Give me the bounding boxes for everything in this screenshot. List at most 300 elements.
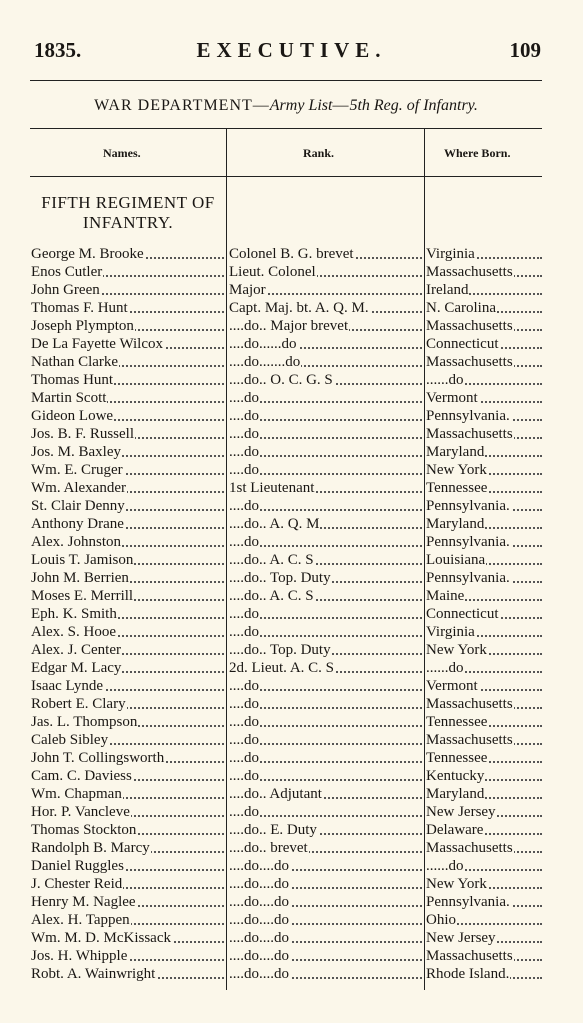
officer-name: Joseph Plympton <box>31 318 134 334</box>
officer-rank-cell <box>229 875 422 893</box>
officer-birthplace-cell <box>426 659 542 677</box>
table-row <box>0 245 583 263</box>
officer-name-cell <box>31 245 224 263</box>
table-row <box>0 515 583 533</box>
officer-rank: ....do <box>229 750 259 766</box>
officer-birthplace-cell <box>426 569 542 587</box>
officer-birthplace-cell <box>426 947 542 965</box>
officer-birthplace: Virginia <box>426 246 475 262</box>
officer-name-cell <box>31 893 224 911</box>
officer-birthplace: Massachusetts <box>426 732 513 748</box>
officer-birthplace: Pennsylvania. <box>426 408 510 424</box>
table-row <box>0 299 583 317</box>
officer-rank-cell <box>229 911 422 929</box>
table-row <box>0 875 583 893</box>
roster-table <box>0 245 583 983</box>
officer-name: Wm. Alexander <box>31 480 126 496</box>
officer-name: Alex. H. Tappen <box>31 912 130 928</box>
officer-rank-cell <box>229 497 422 515</box>
officer-birthplace-cell <box>426 299 542 317</box>
officer-rank: ....do.. Adjutant <box>229 786 322 802</box>
table-row <box>0 353 583 371</box>
officer-name: John Green <box>31 282 100 298</box>
officer-birthplace-cell <box>426 821 542 839</box>
officer-name-cell <box>31 929 224 947</box>
officer-rank-cell <box>229 965 422 983</box>
header-year: 1835. <box>34 38 82 62</box>
page-number: 109 <box>509 38 541 62</box>
officer-rank-cell <box>229 695 422 713</box>
officer-birthplace: Kentucky <box>426 768 485 784</box>
officer-birthplace: Maine <box>426 588 465 604</box>
table-row <box>0 929 583 947</box>
officer-birthplace-cell <box>426 623 542 641</box>
table-row <box>0 965 583 983</box>
officer-birthplace: Ohio <box>426 912 456 928</box>
officer-birthplace-cell <box>426 641 542 659</box>
officer-birthplace-cell <box>426 767 542 785</box>
officer-rank: ....do <box>229 444 259 460</box>
officer-birthplace: Maryland <box>426 444 485 460</box>
officer-birthplace: Massachusetts <box>426 426 513 442</box>
officer-birthplace-cell <box>426 407 542 425</box>
department-dash: — <box>332 97 350 114</box>
officer-name-cell <box>31 695 224 713</box>
officer-birthplace-cell <box>426 893 542 911</box>
table-row <box>0 551 583 569</box>
officer-name-cell <box>31 461 224 479</box>
officer-rank: ....do.. brevet <box>229 840 308 856</box>
officer-rank: ....do.......do <box>229 354 301 370</box>
officer-rank-cell <box>229 569 422 587</box>
officer-name-cell <box>31 947 224 965</box>
officer-rank: ....do....do <box>229 858 289 874</box>
officer-rank: ....do....do <box>229 948 289 964</box>
officer-birthplace-cell <box>426 911 542 929</box>
officer-birthplace: Tennessee <box>426 480 488 496</box>
officer-name-cell <box>31 911 224 929</box>
officer-name: Isaac Lynde <box>31 678 104 694</box>
table-row <box>0 623 583 641</box>
officer-name: Thomas Hunt <box>31 372 114 388</box>
officer-rank-cell <box>229 317 422 335</box>
officer-rank-cell <box>229 857 422 875</box>
table-row <box>0 335 583 353</box>
officer-rank-cell <box>229 443 422 461</box>
officer-name-cell <box>31 281 224 299</box>
officer-rank-cell <box>229 605 422 623</box>
officer-name-cell <box>31 677 224 695</box>
officer-name: Daniel Ruggles <box>31 858 124 874</box>
officer-name: Jos. M. Baxley <box>31 444 121 460</box>
table-row <box>0 371 583 389</box>
table-row <box>0 317 583 335</box>
officer-name-cell <box>31 479 224 497</box>
officer-name: Jas. L. Thompson <box>31 714 138 730</box>
officer-name: Moses E. Merrill <box>31 588 134 604</box>
officer-name: Enos Cutler <box>31 264 103 280</box>
table-row <box>0 677 583 695</box>
officer-birthplace-cell <box>426 281 542 299</box>
table-row <box>0 389 583 407</box>
officer-birthplace: Pennsylvania. <box>426 570 510 586</box>
officer-name-cell <box>31 407 224 425</box>
officer-rank-cell <box>229 425 422 443</box>
officer-rank-cell <box>229 335 422 353</box>
officer-rank-cell <box>229 407 422 425</box>
table-row <box>0 407 583 425</box>
officer-rank-cell <box>229 947 422 965</box>
officer-rank: ....do....do <box>229 876 289 892</box>
table-row <box>0 731 583 749</box>
table-row <box>0 533 583 551</box>
army-list-label: Army List <box>269 97 333 114</box>
table-row <box>0 749 583 767</box>
officer-name: Thomas F. Hunt <box>31 300 128 316</box>
officer-birthplace-cell <box>426 461 542 479</box>
officer-name: Caleb Sibley <box>31 732 109 748</box>
officer-name-cell <box>31 569 224 587</box>
officer-rank: ....do......do <box>229 336 297 352</box>
officer-rank: ....do <box>229 696 259 712</box>
officer-birthplace: Tennessee <box>426 714 488 730</box>
officer-birthplace-cell <box>426 497 542 515</box>
officer-birthplace: Pennsylvania. <box>426 894 510 910</box>
header-title: EXECUTIVE. <box>196 38 387 62</box>
officer-rank-cell <box>229 821 422 839</box>
officer-name: Jos. H. Whipple <box>31 948 128 964</box>
officer-birthplace: Ireland <box>426 282 469 298</box>
officer-birthplace-cell <box>426 353 542 371</box>
officer-birthplace-cell <box>426 371 542 389</box>
table-row <box>0 911 583 929</box>
officer-name: J. Chester Reid <box>31 876 123 892</box>
officer-birthplace-cell <box>426 443 542 461</box>
officer-birthplace-cell <box>426 389 542 407</box>
officer-name: Nathan Clarke <box>31 354 119 370</box>
officer-birthplace-cell <box>426 425 542 443</box>
officer-name-cell <box>31 551 224 569</box>
table-row <box>0 281 583 299</box>
table-row <box>0 785 583 803</box>
officer-name: John T. Collingsworth <box>31 750 165 766</box>
officer-rank-cell <box>229 515 422 533</box>
officer-birthplace: N. Carolina <box>426 300 496 316</box>
officer-name-cell <box>31 299 224 317</box>
officer-name: Martin Scott <box>31 390 107 406</box>
table-row <box>0 767 583 785</box>
officer-name: Henry M. Naglee <box>31 894 136 910</box>
regiment-label: 5th Reg. of Infantry. <box>349 97 478 114</box>
column-header-born: Where Born. <box>444 146 511 160</box>
table-row <box>0 947 583 965</box>
officer-rank: ....do.. Top. Duty <box>229 642 331 658</box>
table-row <box>0 839 583 857</box>
officer-rank: ....do <box>229 426 259 442</box>
officer-rank: ....do.. A. Q. M <box>229 516 320 532</box>
officer-birthplace-cell <box>426 803 542 821</box>
officer-birthplace: ......do <box>426 858 464 874</box>
officer-name-cell <box>31 731 224 749</box>
officer-birthplace-cell <box>426 749 542 767</box>
officer-rank: Major <box>229 282 266 298</box>
officer-birthplace: Pennsylvania. <box>426 498 510 514</box>
officer-name: Robert E. Clary <box>31 696 126 712</box>
officer-name-cell <box>31 659 224 677</box>
officer-name: Anthony Drane <box>31 516 124 532</box>
officer-birthplace: Massachusetts <box>426 354 513 370</box>
officer-rank-cell <box>229 713 422 731</box>
officer-name: John M. Berrien <box>31 570 129 586</box>
running-header <box>0 38 583 68</box>
table-row <box>0 263 583 281</box>
officer-birthplace: Rhode Island. <box>426 966 510 982</box>
officer-name-cell <box>31 587 224 605</box>
officer-rank-cell <box>229 587 422 605</box>
officer-rank-cell <box>229 929 422 947</box>
officer-birthplace: Connecticut <box>426 606 499 622</box>
officer-birthplace: Connecticut <box>426 336 499 352</box>
officer-name: Alex. S. Hooe <box>31 624 116 640</box>
officer-name-cell <box>31 785 224 803</box>
officer-rank-cell <box>229 893 422 911</box>
table-row <box>0 713 583 731</box>
officer-birthplace: Massachusetts <box>426 840 513 856</box>
table-row <box>0 893 583 911</box>
officer-rank-cell <box>229 263 422 281</box>
officer-birthplace: New Jersey <box>426 930 496 946</box>
officer-rank: ....do <box>229 678 259 694</box>
table-top-rule <box>30 128 542 129</box>
officer-birthplace-cell <box>426 731 542 749</box>
officer-rank: Colonel B. G. brevet <box>229 246 354 262</box>
column-header-rule <box>30 176 542 177</box>
table-row <box>0 443 583 461</box>
officer-rank: ....do....do <box>229 894 289 910</box>
officer-name-cell <box>31 821 224 839</box>
officer-birthplace-cell <box>426 965 542 983</box>
officer-birthplace-cell <box>426 785 542 803</box>
officer-rank: Capt. Maj. bt. A. Q. M. <box>229 300 369 316</box>
officer-rank-cell <box>229 839 422 857</box>
officer-name-cell <box>31 605 224 623</box>
officer-rank-cell <box>229 371 422 389</box>
officer-rank: ....do....do <box>229 930 289 946</box>
header-rule <box>30 80 542 81</box>
officer-rank-cell <box>229 245 422 263</box>
officer-name-cell <box>31 713 224 731</box>
officer-rank-cell <box>229 749 422 767</box>
officer-birthplace-cell <box>426 335 542 353</box>
officer-rank-cell <box>229 803 422 821</box>
officer-rank: ....do.. E. Duty <box>229 822 317 838</box>
officer-birthplace: ......do <box>426 372 464 388</box>
officer-rank-cell <box>229 731 422 749</box>
officer-birthplace: Massachusetts <box>426 264 513 280</box>
table-row <box>0 569 583 587</box>
table-row <box>0 479 583 497</box>
officer-birthplace-cell <box>426 245 542 263</box>
officer-name: De La Fayette Wilcox <box>31 336 163 352</box>
officer-rank-cell <box>229 389 422 407</box>
table-row <box>0 659 583 677</box>
regiment-title: FIFTH REGIMENT OF INFANTRY. <box>41 193 215 232</box>
table-row <box>0 695 583 713</box>
officer-name: Hor. P. Vancleve <box>31 804 130 820</box>
officer-rank-cell <box>229 533 422 551</box>
officer-birthplace-cell <box>426 533 542 551</box>
officer-name: Randolph B. Marcy <box>31 840 150 856</box>
officer-name-cell <box>31 263 224 281</box>
column-header-rank: Rank. <box>303 146 335 160</box>
officer-birthplace-cell <box>426 479 542 497</box>
officer-name: Thomas Stockton <box>31 822 137 838</box>
officer-rank: ....do....do <box>229 912 289 928</box>
officer-birthplace-cell <box>426 677 542 695</box>
officer-rank: ....do <box>229 606 259 622</box>
officer-birthplace: Vermont <box>426 678 478 694</box>
table-row <box>0 587 583 605</box>
officer-birthplace-cell <box>426 587 542 605</box>
officer-rank: 1st Lieutenant <box>229 480 315 496</box>
officer-birthplace: Virginia <box>426 624 475 640</box>
department-dash: — <box>252 97 270 114</box>
officer-rank-cell <box>229 623 422 641</box>
officer-name: Cam. C. Daviess <box>31 768 132 784</box>
officer-birthplace: Louisiana <box>426 552 486 568</box>
officer-rank: ....do <box>229 390 259 406</box>
officer-name: Wm. E. Cruger <box>31 462 123 478</box>
officer-rank: ....do <box>229 408 259 424</box>
officer-name-cell <box>31 839 224 857</box>
officer-name-cell <box>31 767 224 785</box>
officer-rank-cell <box>229 479 422 497</box>
officer-birthplace-cell <box>426 875 542 893</box>
officer-rank: ....do <box>229 768 259 784</box>
officer-rank: ....do <box>229 624 259 640</box>
officer-rank: ....do <box>229 534 259 550</box>
officer-rank-cell <box>229 461 422 479</box>
officer-name-cell <box>31 641 224 659</box>
officer-name-cell <box>31 857 224 875</box>
officer-birthplace-cell <box>426 317 542 335</box>
officer-name: Alex. Johnston <box>31 534 121 550</box>
officer-birthplace-cell <box>426 263 542 281</box>
officer-name: Gideon Lowe <box>31 408 114 424</box>
column-header-names: Names. <box>103 146 141 160</box>
officer-name-cell <box>31 533 224 551</box>
officer-name-cell <box>31 317 224 335</box>
officer-name-cell <box>31 425 224 443</box>
officer-name-cell <box>31 749 224 767</box>
table-row <box>0 803 583 821</box>
officer-name: Wm. M. D. McKissack <box>31 930 171 946</box>
officer-name-cell <box>31 875 224 893</box>
officer-name-cell <box>31 389 224 407</box>
officer-rank: ....do <box>229 462 259 478</box>
officer-rank: ....do <box>229 714 259 730</box>
officer-name: Alex. J. Center <box>31 642 121 658</box>
officer-birthplace-cell <box>426 857 542 875</box>
officer-name-cell <box>31 371 224 389</box>
officer-name-cell <box>31 497 224 515</box>
table-row <box>0 857 583 875</box>
officer-rank: ....do.. O. C. G. S <box>229 372 333 388</box>
officer-rank: Lieut. Colonel <box>229 264 316 280</box>
table-row <box>0 461 583 479</box>
officer-name-cell <box>31 443 224 461</box>
officer-name: Edgar M. Lacy <box>31 660 122 676</box>
officer-birthplace: Massachusetts <box>426 318 513 334</box>
officer-rank: ....do....do <box>229 966 289 982</box>
officer-rank: ....do <box>229 804 259 820</box>
department-heading <box>30 97 542 115</box>
table-row <box>0 641 583 659</box>
officer-birthplace-cell <box>426 929 542 947</box>
officer-birthplace-cell <box>426 551 542 569</box>
officer-name: Robt. A. Wainwright <box>31 966 156 982</box>
officer-birthplace-cell <box>426 839 542 857</box>
officer-birthplace: Pennsylvania. <box>426 534 510 550</box>
table-row <box>0 425 583 443</box>
officer-rank-cell <box>229 659 422 677</box>
officer-birthplace: Massachusetts <box>426 948 513 964</box>
table-row <box>0 497 583 515</box>
officer-rank-cell <box>229 551 422 569</box>
officer-rank-cell <box>229 677 422 695</box>
department-name: WAR DEPARTMENT <box>94 97 253 114</box>
officer-birthplace: Maryland <box>426 786 485 802</box>
officer-rank: 2d. Lieut. A. C. S <box>229 660 335 676</box>
officer-name: St. Clair Denny <box>31 498 125 514</box>
officer-birthplace: Delaware <box>426 822 484 838</box>
officer-name-cell <box>31 353 224 371</box>
officer-rank: ....do.. Top. Duty <box>229 570 331 586</box>
officer-name: Wm. Chapman <box>31 786 122 802</box>
officer-name-cell <box>31 335 224 353</box>
officer-birthplace: New York <box>426 642 487 658</box>
officer-rank: ....do.. A. C. S <box>229 552 314 568</box>
officer-rank-cell <box>229 767 422 785</box>
officer-rank-cell <box>229 641 422 659</box>
table-row <box>0 605 583 623</box>
officer-name: Louis T. Jamison <box>31 552 134 568</box>
officer-birthplace: New Jersey <box>426 804 496 820</box>
officer-birthplace-cell <box>426 605 542 623</box>
officer-name-cell <box>31 803 224 821</box>
officer-name: George M. Brooke <box>31 246 144 262</box>
officer-rank-cell <box>229 353 422 371</box>
officer-birthplace-cell <box>426 515 542 533</box>
officer-name: Eph. K. Smith <box>31 606 117 622</box>
officer-birthplace: Maryland <box>426 516 485 532</box>
officer-name-cell <box>31 623 224 641</box>
officer-rank: ....do <box>229 498 259 514</box>
officer-rank: ....do <box>229 732 259 748</box>
officer-birthplace: New York <box>426 876 487 892</box>
officer-rank-cell <box>229 299 422 317</box>
officer-birthplace: Vermont <box>426 390 478 406</box>
officer-birthplace: ......do <box>426 660 464 676</box>
officer-rank-cell <box>229 281 422 299</box>
table-row <box>0 821 583 839</box>
officer-rank-cell <box>229 785 422 803</box>
officer-name-cell <box>31 965 224 983</box>
officer-rank: ....do.. A. C. S <box>229 588 314 604</box>
officer-name: Jos. B. F. Russell <box>31 426 134 442</box>
officer-birthplace-cell <box>426 695 542 713</box>
officer-birthplace: Massachusetts <box>426 696 513 712</box>
